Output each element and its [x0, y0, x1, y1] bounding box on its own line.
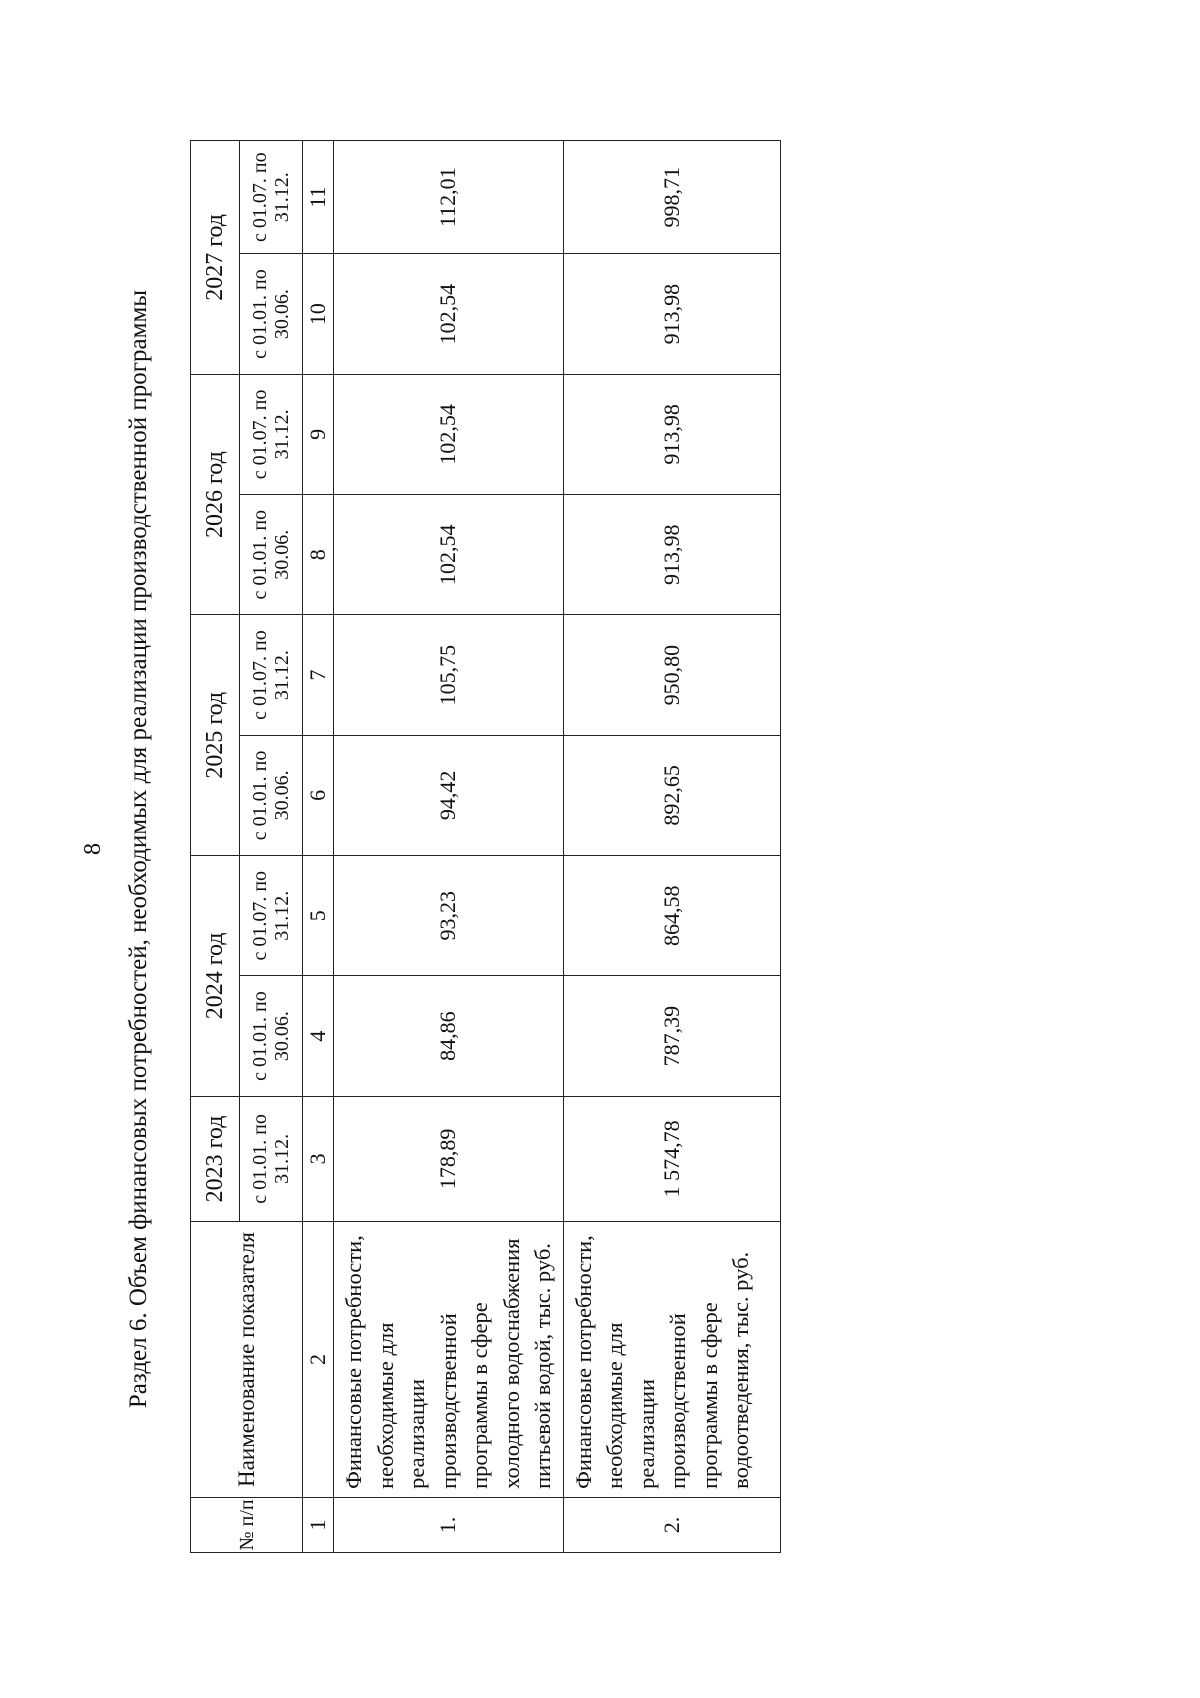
header-period: с 01.01. по 30.06. — [240, 976, 303, 1096]
value-cell: 864,58 — [563, 856, 780, 976]
value-cell: 1 574,78 — [563, 1096, 780, 1221]
column-number: 9 — [303, 374, 334, 494]
value-cell: 913,98 — [563, 495, 780, 615]
header-year-2026: 2026 год — [191, 374, 240, 615]
value-cell: 102,54 — [334, 495, 564, 615]
value-cell: 787,39 — [563, 976, 780, 1096]
row-number: 1. — [334, 1497, 564, 1552]
header-row-years — [191, 141, 240, 1553]
value-cell: 998,71 — [563, 141, 780, 254]
table-row — [563, 141, 780, 1553]
value-cell: 84,86 — [334, 976, 564, 1096]
table-row — [334, 141, 564, 1553]
value-cell: 913,98 — [563, 374, 780, 494]
header-period: с 01.07. по 31.12. — [240, 374, 303, 494]
value-cell: 102,54 — [334, 374, 564, 494]
financial-needs-table — [190, 140, 781, 1553]
header-year-2025: 2025 год — [191, 615, 240, 856]
value-cell: 102,54 — [334, 254, 564, 374]
header-no: № п/п — [191, 1497, 303, 1552]
header-period: с 01.07. по 31.12. — [240, 856, 303, 976]
header-period: с 01.07. по 31.12. — [240, 615, 303, 735]
header-year-2024: 2024 год — [191, 856, 240, 1097]
value-cell: 112,01 — [334, 141, 564, 254]
header-year-2023: 2023 год — [191, 1096, 240, 1221]
column-number: 5 — [303, 856, 334, 976]
section-title: Раздел 6. Объем финансовых потребностей, необходимых для реализации производственной программы — [125, 289, 152, 1409]
column-number: 6 — [303, 735, 334, 855]
value-cell: 892,65 — [563, 735, 780, 855]
column-number: 11 — [303, 141, 334, 254]
value-cell: 178,89 — [334, 1096, 564, 1221]
page-number: 8 — [80, 843, 106, 855]
column-number: 8 — [303, 495, 334, 615]
header-period: с 01.07. по 31.12. — [240, 141, 303, 254]
column-number: 1 — [303, 1497, 334, 1552]
row-number: 2. — [563, 1497, 780, 1552]
column-number: 7 — [303, 615, 334, 735]
column-number: 4 — [303, 976, 334, 1096]
value-cell: 93,23 — [334, 856, 564, 976]
header-name: Наименование показателя — [191, 1222, 303, 1498]
header-row-column-numbers — [303, 141, 334, 1553]
column-number: 10 — [303, 254, 334, 374]
header-period: с 01.01. по 31.12. — [240, 1096, 303, 1221]
header-year-2027: 2027 год — [191, 141, 240, 375]
indicator-name: Финансовые потребности, необходимые для реализации производственной программы в сфере водоотведения, тыс. руб. — [563, 1222, 780, 1498]
header-period: с 01.01. по 30.06. — [240, 254, 303, 374]
header-period: с 01.01. по 30.06. — [240, 495, 303, 615]
column-number: 3 — [303, 1096, 334, 1221]
indicator-name: Финансовые потребности, необходимые для реализации производственной программы в сфере холодного водоснабжения питьевой водой, тыс. руб. — [334, 1222, 564, 1498]
header-period: с 01.01. по 30.06. — [240, 735, 303, 855]
value-cell: 950,80 — [563, 615, 780, 735]
column-number: 2 — [303, 1222, 334, 1498]
value-cell: 105,75 — [334, 615, 564, 735]
value-cell: 913,98 — [563, 254, 780, 374]
value-cell: 94,42 — [334, 735, 564, 855]
